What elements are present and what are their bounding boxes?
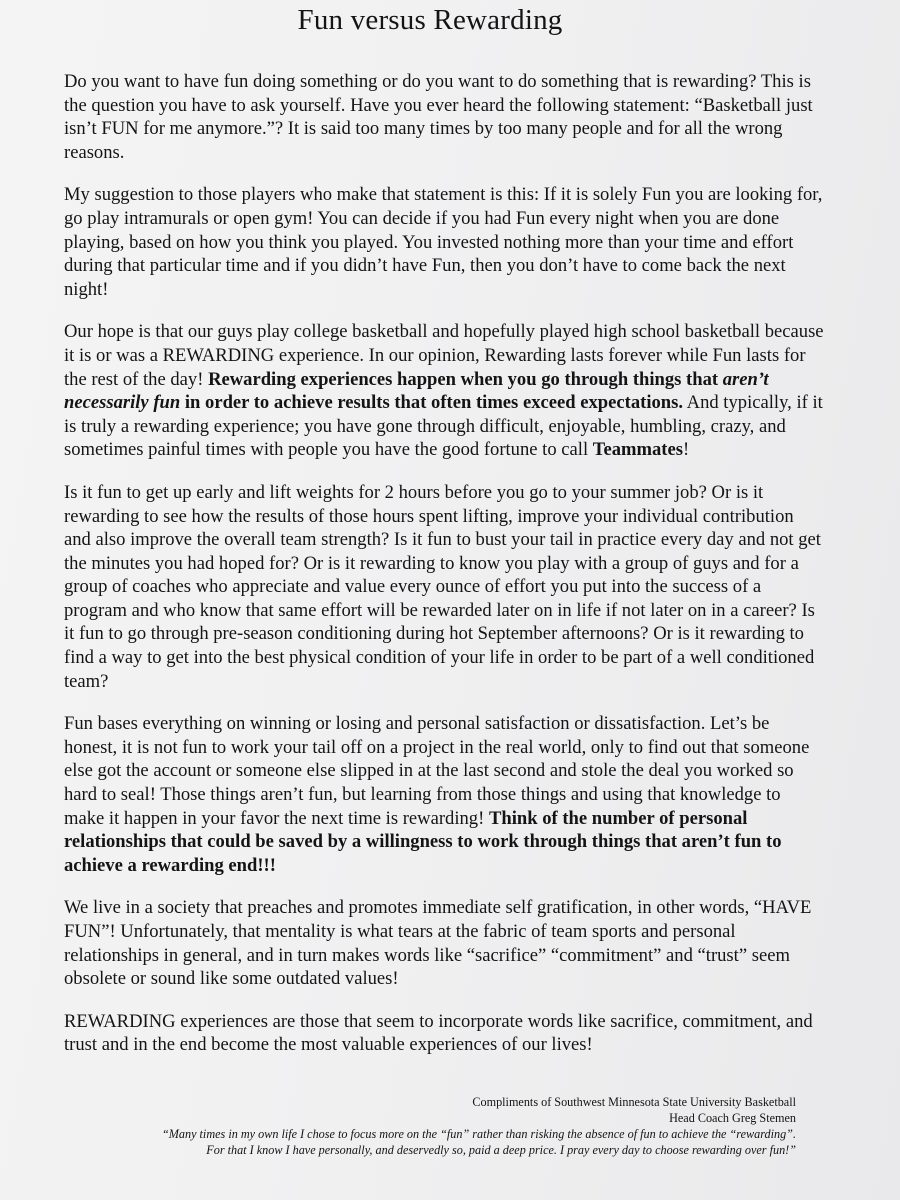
paragraph-3-bold-2: in order to achieve results that often times exceed expectations. bbox=[180, 392, 684, 414]
paragraph-7: REWARDING experiences are those that seem to incorporate words like sacrifice, commitment, and trust and in the end become the most valuable experiences of our lives! bbox=[64, 1010, 813, 1056]
document-body bbox=[64, 70, 824, 1076]
document-title: Fun versus Rewarding bbox=[297, 4, 563, 36]
paragraph-3-text-a: Our hope is that our guys play college basketball and hopefully played high school basketball because it is or was a REWARDING experience. In our opinion, Rewarding lasts forever while Fun lasts for the rest of the day! bbox=[64, 321, 824, 390]
paragraph-3-text-c: And typically, if it is truly a rewarding experience; you have gone through difficult, enjoyable, humbling, crazy, and sometimes painful times with people you have the good fortune to call bbox=[64, 392, 823, 461]
paragraph-5-text: Fun bases everything on winning or losing and personal satisfaction or dissatisfaction. Let’s be honest, it is not fun to work your tail off on a project in the real world, only to find out that someone else got the account or someone else slipped in at the last second and stole the deal you worked so hard to seal! Those things aren’t fun, but learning from those things and using that knowledge to make it happen in your favor the next time is rewarding! bbox=[64, 713, 810, 829]
footer-compliments: Compliments of Southwest Minnesota State University Basketball bbox=[472, 1095, 796, 1109]
footer-credits bbox=[36, 1094, 796, 1158]
paragraph-1: Do you want to have fun doing something or do you want to do something that is rewarding? This is the question you have to ask yourself. Have you ever heard the following statement: “Basketball just isn’t FUN for me anymore.”? It is said too many times by too many people and for all the wrong reasons. bbox=[64, 71, 813, 163]
paragraph-3-bold-italic: aren’t necessarily fun bbox=[64, 368, 769, 414]
paragraph-4: Is it fun to get up early and lift weights for 2 hours before you go to your summer job? Or is it rewarding to see how the results of those hours spent lifting, improve your individual contribution and also improve the overall team strength? Is it fun to bust your tail in practice every day and not get the minutes you had hoped for? Or is it rewarding to know you play with a group of guys and for a group of coaches who appreciate and value every ounce of effort you put into the success of a program and who know that same effort will be rewarded later on in life if not later on in a career? Is it fun to go through pre-season conditioning during hot September afternoons? Or is it rewarding to find a way to get into the best physical condition of your life in order to be part of a well conditioned team? bbox=[64, 481, 821, 692]
paragraph-2: My suggestion to those players who make that statement is this: If it is solely Fun you are looking for, go play intramurals or open gym! You can decide if you had Fun every night when you are done playing, based on how you think you played. You invested nothing more than your time and effort during that particular time and if you didn’t have Fun, then you don’t have to come back the next night! bbox=[64, 184, 823, 300]
footer-quote-line-2: For that I know I have personally, and deservedly so, paid a deep price. I pray every day to choose rewarding over fun!” bbox=[206, 1143, 796, 1157]
paragraph-5-bold: Think of the number of personal relationships that could be saved by a willingness to work through things that aren’t fun to achieve a rewarding end!!! bbox=[64, 807, 782, 876]
teammates-word: Teammates bbox=[592, 439, 683, 461]
paragraph-5 bbox=[64, 712, 824, 877]
footer-quote-line-1: “Many times in my own life I chose to focus more on the “fun” rather than risking the absence of fun to achieve the “rewarding”. bbox=[161, 1127, 796, 1141]
paragraph-3-text-e: ! bbox=[682, 439, 690, 461]
paragraph-3 bbox=[64, 320, 824, 462]
footer-coach-name: Head Coach Greg Stemen bbox=[669, 1111, 796, 1125]
paragraph-3-bold-1: Rewarding experiences happen when you go through things that bbox=[208, 368, 723, 390]
paragraph-6: We live in a society that preaches and promotes immediate self gratification, in other words, “HAVE FUN”! Unfortunately, that mentality is what tears at the fabric of team sports and personal relationships in general, and in turn makes words like “sacrifice” “commitment” and “trust” seem obsolete or sound like some outdated values! bbox=[64, 897, 812, 990]
